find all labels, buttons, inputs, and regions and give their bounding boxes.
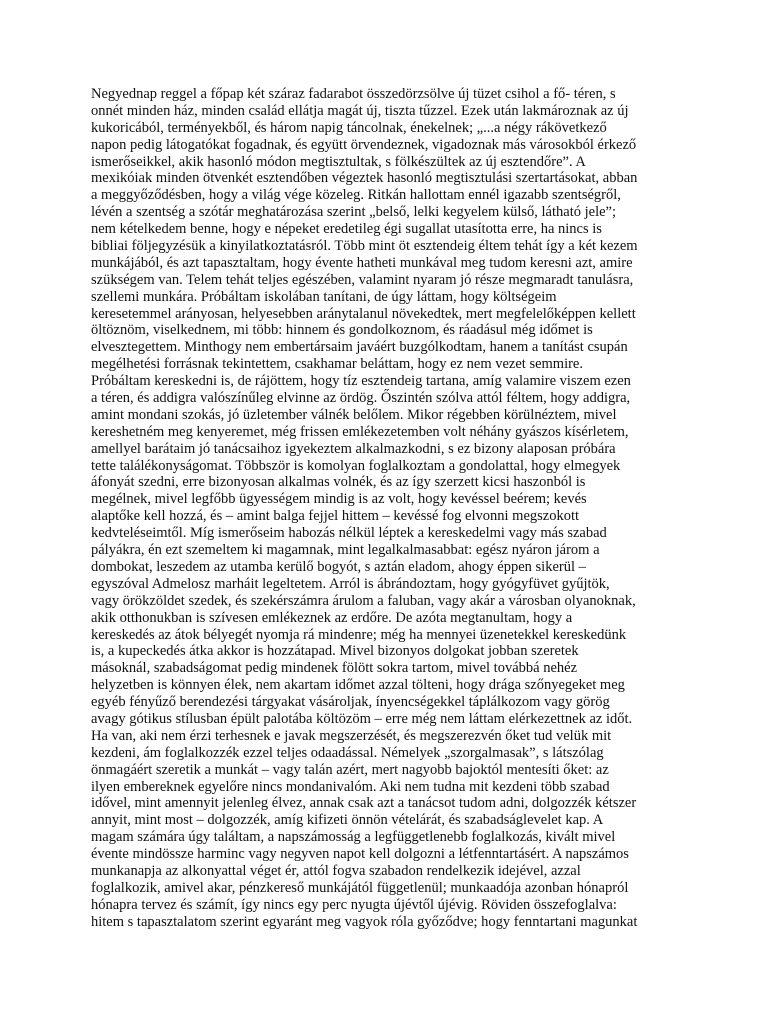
text-line: alaptőke kell hozzá, és – amint balga fejjel hittem – kevéssé fog elvonni megszokott <box>91 508 580 525</box>
text-line: kereshetném meg kenyeremet, még frissen emlékezetemben volt néhány gyászos kísérletem, <box>91 423 629 440</box>
text-line: öltöznöm, viselkednem, mi több: hinnem és gondolkoznom, és ráadásul még időmet is <box>91 322 593 339</box>
text-line: megélnek, mivel legfőbb ügyességem mindig is az volt, hogy kevéssel beérem; kevés <box>91 491 587 508</box>
text-line: onnét minden ház, minden család ellátja magát új, tiszta tűzzel. Ezek után lakmároznak az új <box>91 102 629 119</box>
text-line: tette találékonyságomat. Többször is komolyan foglalkoztam a gondolattal, hogy elmegyek <box>91 457 621 474</box>
text-line: mexikóiak minden ötvenkét esztendőben végeztek hasonló megtisztulási szertartásokat, abban <box>91 170 638 187</box>
text-line: vagy örökzöldet szedek, és szekérszámra árulom a faluban, vagy akár a városban olyanoknak, <box>91 592 636 609</box>
text-line: ilyen embereknek egyelőre nincs mondanivalóm. Aki nem tudna mit kezdeni több szabad <box>91 778 610 795</box>
text-line: szükségem van. Telem tehát teljes egészében, valamint nyaram jó része megmaradt tanulásra, <box>91 271 634 288</box>
text-line: hónapra tervez és számít, így nincs egy perc nyugta újévtől újévig. Röviden összefoglalva: <box>91 896 617 913</box>
body-text <box>91 86 691 931</box>
text-line: amint mondani szokás, jó üzletember válnék belőlem. Mikor régebben körülnéztem, mivel <box>91 406 617 423</box>
text-line: lévén a szentség a szótár meghatározása szerint „belső, lelki kegyelem külső, látható jele”; <box>91 204 617 221</box>
text-line: amellyel barátaim jó tanácsaihoz igyekeztem alkalmazkodni, s ez bizony alaposan próbára <box>91 440 616 457</box>
text-line: a téren, és addigra valószínűleg elvinne az ördög. Őszintén szólva attól féltem, hogy addigra, <box>91 390 631 407</box>
text-line: bibliai följegyzésük a kinyilatkoztatásról. Több mint öt esztendeig éltem tehát így a két kezem <box>91 238 638 255</box>
text-line: munkájából, és azt tapasztaltam, hogy évente hatheti munkával meg tudom keresni azt, amire <box>91 254 633 271</box>
text-line: elvesztegettem. Minthogy nem embertársaim javáért buzgólkodtam, hanem a tanítást csupán <box>91 339 628 356</box>
text-line: a meggyőződésben, hogy a világ vége közeleg. Ritkán hallottam ennél igazabb szentségről, <box>91 187 621 204</box>
text-line: foglalkozik, amivel akar, pénzkereső munkájától függetlenül; munkaadója azonban hónapról <box>91 879 629 896</box>
text-line: megélhetési forrásnak tekintettem, csakhamar beláttam, hogy ez nem vezet semmire. <box>91 356 583 373</box>
text-line: egyéb fényűző berendezési tárgyakat vásároljak, ínyencségekkel táplálkozom vagy görög <box>91 694 610 711</box>
text-line: évente mindössze harminc vagy negyven napot kell dolgozni a létfenntartásért. A napszámos <box>91 846 629 863</box>
text-line: annyit, mint most – dolgozzék, amíg kifizeti önnön vételárát, és szabadságlevelet kap. A <box>91 812 604 829</box>
text-line: helyzetben is könnyen élek, nem akartam időmet azzal tölteni, hogy drága szőnyegeket meg <box>91 677 625 694</box>
text-line: Negyednap reggel a főpap két száraz fadarabot összedörzsölve új tüzet csihol a fő- téren, s <box>91 86 616 102</box>
text-line: pályákra, én ezt szemeltem ki magamnak, mint legalkalmasabbat: egész nyáron járom a <box>91 542 600 559</box>
text-line: munkanapja az alkonyattal véget ér, attól fogva szabadon rendelkezik idejével, azzal <box>91 862 581 879</box>
text-line: is, a kupeckedés átka akkor is hozzátapad. Mivel bizonyos dolgokat jobban szeretek <box>91 643 579 660</box>
text-line: keresetemmel arányosan, helyesebben aránytalanul növekedtek, mert megfelelőképpen kellett <box>91 305 636 322</box>
text-line: egyszóval Admelosz marháit legeltetem. Arról is ábrándoztam, hogy gyógyfüvet gyűjtök, <box>91 575 610 592</box>
text-line: nem kételkedem benne, hogy e népeket eredetileg égi sugallat utasította erre, ha nincs is <box>91 221 602 238</box>
text-line: Próbáltam kereskedni is, de rájöttem, hogy tíz esztendeig tartana, amíg valamire viszem ezen <box>91 373 631 390</box>
text-line: önmagáért szeretik a munkát – vagy talán azért, mert nagyobb bajoktól mentesíti őket: az <box>91 761 609 778</box>
text-line: hitem s tapasztalatom szerint egyaránt meg vagyok róla győződve; hogy fenntartani magunkat <box>91 913 638 930</box>
text-line: magam számára úgy találtam, a napszámosság a legfüggetlenebb foglalkozás, kivált mivel <box>91 829 616 846</box>
text-line: idővel, mint amennyit jelenleg élvez, annak csak azt a tanácsot tudom adni, dolgozzék kétszer <box>91 795 637 812</box>
text-line: kedvteléseimtől. Míg ismerőseim habozás nélkül léptek a kereskedelmi vagy más szabad <box>91 525 607 542</box>
text-line: másoknál, szabadságomat pedig mindenek fölött sokra tartom, mivel továbbá nehéz <box>91 660 578 677</box>
text-line: ismerőseikkel, akik hasonló módon megtisztultak, s fölkészültek az új esztendőre”. A <box>91 153 586 170</box>
text-line: Ha van, aki nem érzi terhesnek e javak megszerzését, és megszerezvén őket tud velük mit <box>91 727 612 744</box>
text-line: szellemi munkára. Próbáltam iskolában tanítani, de úgy láttam, hogy költségeim <box>91 288 557 305</box>
text-line: kereskedés az átok bélyegét nyomja rá mindenre; még ha mennyei üzenetekkel kereskedünk <box>91 626 627 643</box>
text-line: áfonyát szedni, erre bizonyosan alkalmas volnék, és az így szerzett kicsi haszonból is <box>91 474 586 491</box>
text-line: avagy gótikus stílusban épült palotába költözöm – erre még nem láttam elérkezettnek az időt. <box>91 710 633 727</box>
text-line: dombokat, leszedem az utamba kerülő bogyót, s aztán eladom, ahogy éppen sikerül – <box>91 558 586 575</box>
text-line: kezdeni, ám foglalkozzék ezzel teljes odaadással. Némelyek „szorgalmasak”, s látszólag <box>91 744 604 761</box>
text-line: kukoricából, terményekből, és három napig táncolnak, énekelnek; „...a négy rákövetkező <box>91 119 607 136</box>
text-line: napon pedig látogatókat fogadnak, és együtt örvendeznek, vigadoznak más városokból érkező <box>91 136 637 153</box>
text-line: akik otthonukban is szívesen emlékeznek az erdőre. De azóta megtanultam, hogy a <box>91 609 573 626</box>
